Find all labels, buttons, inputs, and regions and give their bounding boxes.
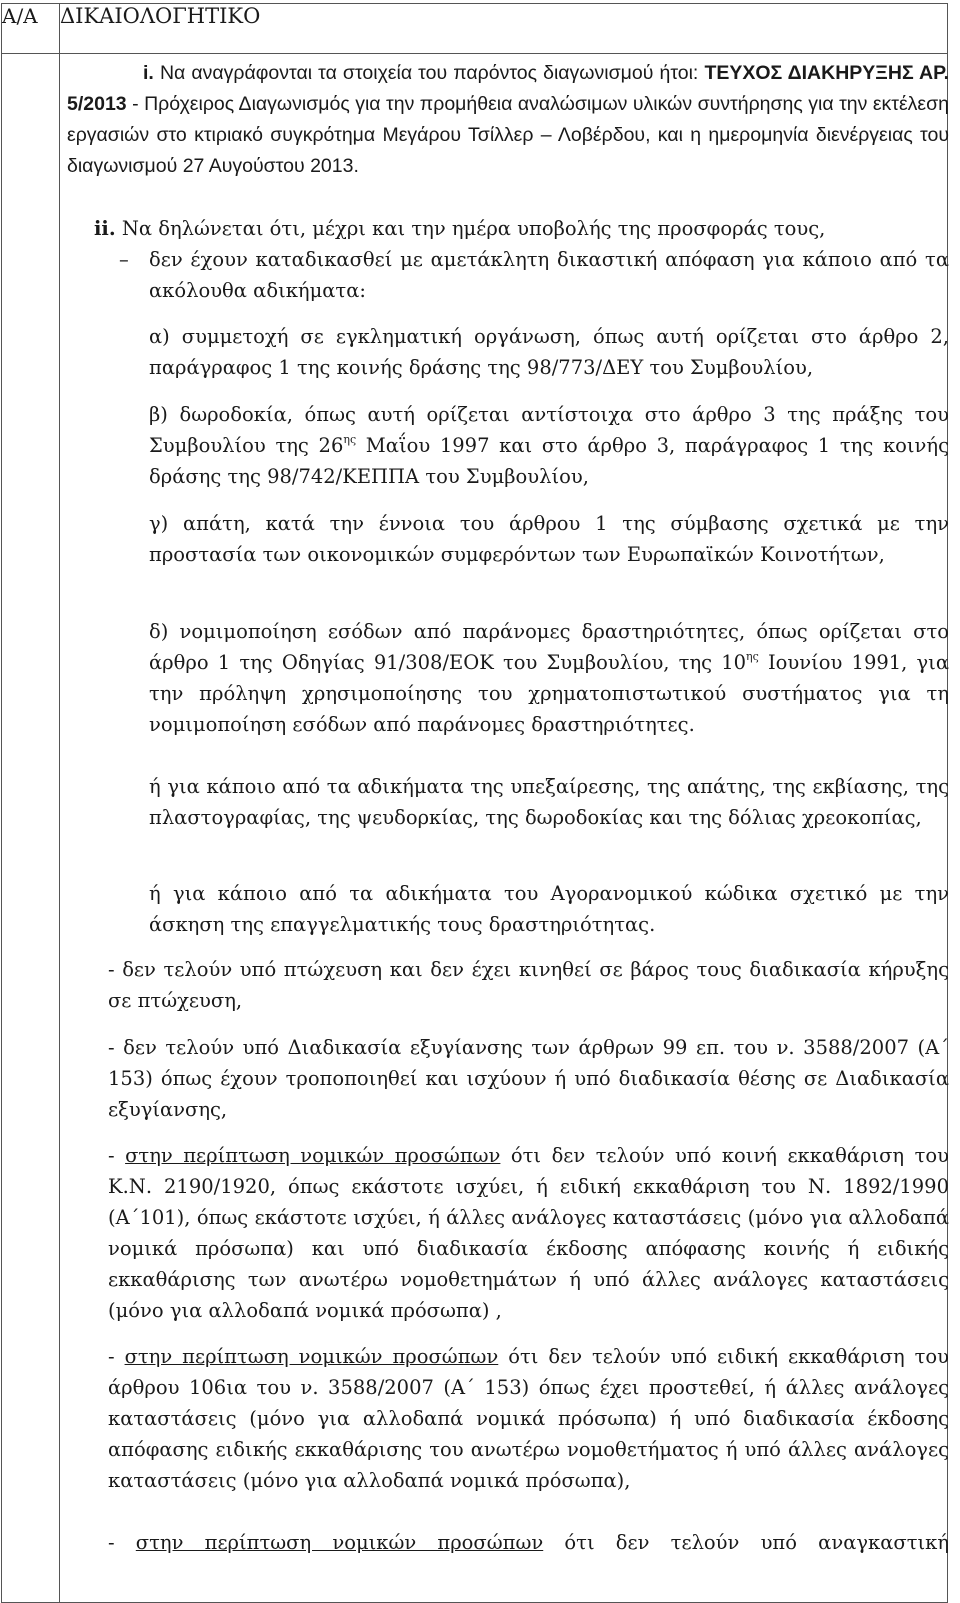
item-ii-dash-text: δεν έχουν καταδικασθεί με αμετάκλητη δικαστική απόφαση για κάποιο από τα ακόλουθα αδικήματα: <box>149 248 949 302</box>
document-cell <box>60 54 948 1603</box>
offence-b-sup: ης <box>343 433 357 446</box>
item-ii-label: ii. <box>94 217 116 240</box>
item-i-label: i. <box>143 62 154 84</box>
legal-entities-label: στην περίπτωση νομικών προσώπων <box>124 1345 499 1368</box>
table-body-row <box>2 54 948 1603</box>
bullet-dash: - <box>108 1144 126 1167</box>
bullet-liquidation <box>108 1140 949 1326</box>
compulsory-admin-text: ότι δεν τελούν υπό αναγκαστική <box>543 1531 949 1554</box>
offence-d-sup: ης <box>746 650 759 663</box>
liquidation-text: ότι δεν τελούν υπό κοινή εκκαθάριση του Κ.Ν. 2190/1920, όπως εκάστοτε ισχύει, ή ειδική εκκαθάριση του Ν. 1892/1990 (Α΄101), όπως εκάστοτε ισχύει, ή άλλες ανάλογες καταστάσεις (μόνο για αλλοδαπά νομικά πρόσωπα) και υπό διαδικασία έκδοσης απόφασης κοινής ή ειδικής εκκαθάρισης των ανωτέρω νομοθετημάτων ή υπό άλλες ανάλογες καταστάσεις (μόνο για αλλοδαπά νομικά πρόσωπα) , <box>108 1144 949 1322</box>
bullet-bankruptcy: - δεν τελούν υπό πτώχευση και δεν έχει κινηθεί σε βάρος τους διαδικασία κήρυξης σε πτώχευση, <box>108 958 949 1012</box>
tender-reference: ΤΕΥΧΟΣ ΔΙΑΚΗΡΥΞΗΣ ΑΡ. 5/2013 <box>67 62 950 115</box>
bullet-special-liquidation <box>108 1341 949 1496</box>
dash-marker: – <box>119 248 129 271</box>
table-header-row <box>2 4 948 54</box>
column-header-document: ΔΙΚΑΙΟΛΟΓΗΤΙΚΟ <box>60 4 948 54</box>
number-cell <box>2 54 60 1603</box>
item-i-lead: Να αναγράφονται τα στοιχεία του παρόντος διαγωνισμού ήτοι: <box>159 62 699 84</box>
bullet-dash: - <box>108 1345 125 1368</box>
offence-d-post: Ιουνίου 1991, για την πρόληψη χρησιμοποίησης του χρηματοπιστωτικού συστήματος για τη νομιμοποίηση εσόδων από παράνομες δραστηριότητες. <box>149 651 949 736</box>
or-other-offences: ή για κάποιο από τα αδικήματα της υπεξαίρεσης, της απάτης, της εκβίασης, της πλαστογραφίας, της ψευδορκίας, της δωροδοκίας και της δόλιας χρεοκοπίας, <box>149 775 949 829</box>
bullet-restructuring: - δεν τελούν υπό Διαδικασία εξυγίανσης των άρθρων 99 επ. του ν. 3588/2007 (Α΄ 153) όπως έχουν τροποποιηθεί και ισχύουν ή υπό διαδικασία θέσης σε Διαδικασία εξυγίανσης, <box>108 1036 949 1121</box>
item-ii-dash-paragraph <box>119 244 949 306</box>
offence-b <box>149 399 949 492</box>
legal-entities-label: στην περίπτωση νομικών προσώπων <box>135 1531 544 1554</box>
offence-a: α) συμμετοχή σε εγκληματική οργάνωση, όπως αυτή ορίζεται στο άρθρο 2, παράγραφος 1 της κοινής δράσης της 98/773/ΔΕΥ του Συμβουλίου, <box>149 325 949 379</box>
item-i-rest: - Πρόχειρος Διαγωνισμός για την προμήθεια αναλώσιμων υλικών συντήρησης για την εκτέλεση εργασιών στο κτιριακό συγκρότημα Μεγάρου Τσίλλερ – Λοβέρδου, και η ημερομηνία διενέργειας του διαγωνισμού 27 Αυγούστου 2013. <box>67 93 949 177</box>
legal-entities-label: στην περίπτωση νομικών προσώπων <box>125 1144 501 1167</box>
offence-d <box>149 616 949 740</box>
document-table <box>1 3 948 1603</box>
offence-c: γ) απάτη, κατά την έννοια του άρθρου 1 της σύμβασης σχετικά με την προστασία των οικονομικών συμφερόντων των Ευρωπαϊκών Κοινοτήτων, <box>149 512 949 566</box>
bullet-dash: - <box>108 1531 136 1554</box>
item-i-paragraph <box>67 58 949 182</box>
offence-b-pre: β) δωροδοκία, όπως αυτή ορίζεται αντίστοιχα στο άρθρο 3 της πράξης του Συμβουλίου της 26 <box>149 403 949 457</box>
item-ii-intro-text: Να δηλώνεται ότι, μέχρι και την ημέρα υποβολής της προσφοράς τους, <box>121 217 826 240</box>
column-header-number: Α/Α <box>2 4 60 54</box>
special-liquidation-text: ότι δεν τελούν υπό ειδική εκκαθάριση του άρθρου 106ια του ν. 3588/2007 (Α΄ 153) όπως έχει προστεθεί, ή άλλες ανάλογες καταστάσεις (μόνο για αλλοδαπά νομικά πρόσωπα) ή υπό διαδικασία έκδοσης απόφασης ειδικής εκκαθάρισης του ανωτέρω νομοθετήματος ή υπό άλλες ανάλογες καταστάσεις (μόνο για αλλοδαπά νομικά πρόσωπα), <box>108 1345 949 1492</box>
offence-b-post: Μαΐου 1997 και στο άρθρο 3, παράγραφος 1 της κοινής δράσης της 98/742/ΚΕΠΠΑ του Συμβουλίου, <box>149 434 949 488</box>
or-market-code: ή για κάποιο από τα αδικήματα του Αγορανομικού κώδικα σχετικό με την άσκηση της επαγγελματικής τους δραστηριότητας. <box>149 882 949 936</box>
offence-d-pre: δ) νομιμοποίηση εσόδων από παράνομες δραστηριότητες, όπως ορίζεται στο άρθρο 1 της Οδηγίας 91/308/ΕΟΚ του Συμβουλίου, της 10 <box>149 620 949 674</box>
item-ii-intro <box>94 213 960 244</box>
bullet-compulsory-admin <box>108 1527 949 1558</box>
